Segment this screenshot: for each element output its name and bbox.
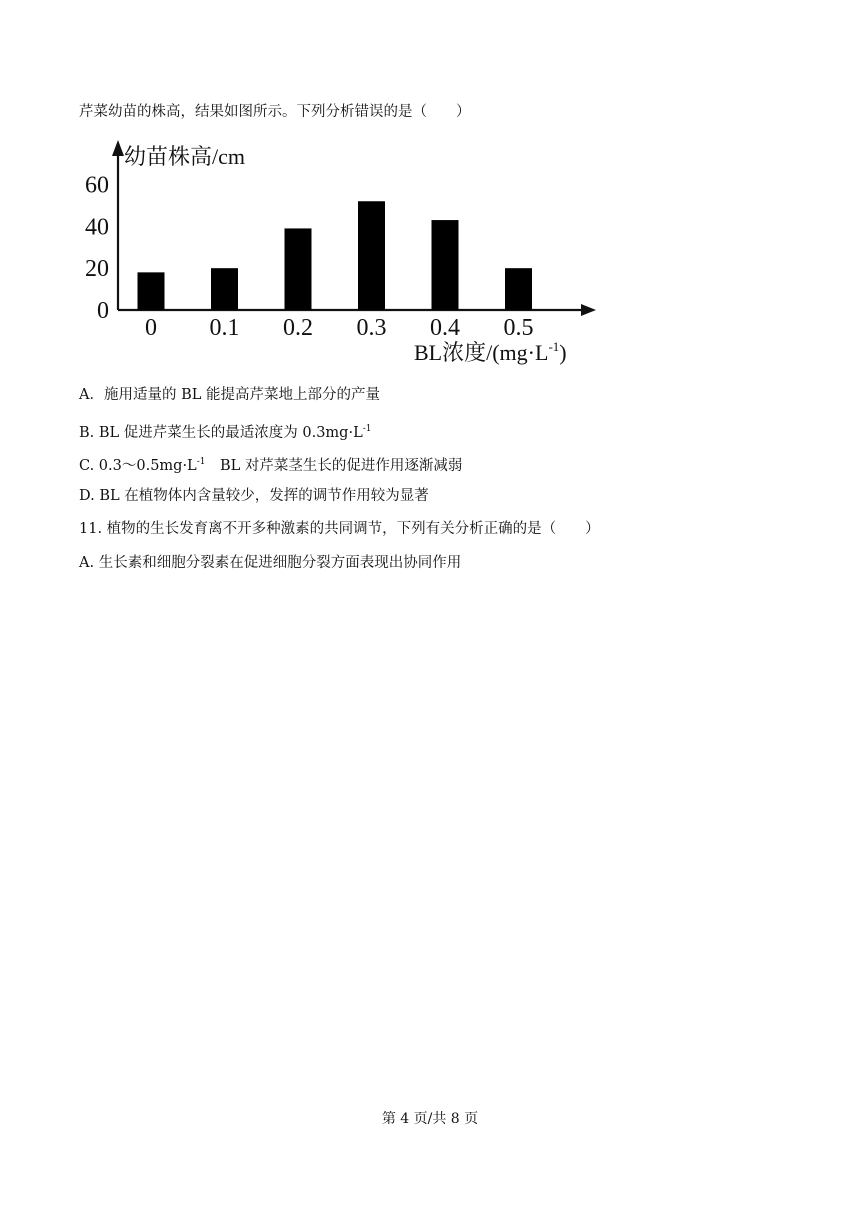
bar-0.5 <box>505 268 532 310</box>
question-intro: 芹菜幼苗的株高，结果如图所示。下列分析错误的是（ ） <box>79 104 471 120</box>
page-footer: 第 4 页/共 8 页 <box>381 1111 479 1127</box>
x-tick-label: 0.1 <box>209 315 240 341</box>
y-tick-label: 20 <box>85 256 109 283</box>
option-a: A．施用适量的 BL 能提高芹菜地上部分的产量 <box>79 387 380 403</box>
option-d: D. BL 在植物体内含量较少，发挥的调节作用较为显著 <box>79 488 429 504</box>
y-tick-label: 40 <box>85 214 109 241</box>
bar-chart <box>78 136 608 368</box>
bar-0.1 <box>211 268 238 310</box>
x-tick-label: 0.3 <box>356 315 387 341</box>
bar-0 <box>138 272 165 310</box>
x-tick-label: 0 <box>145 315 157 341</box>
bar-0.4 <box>432 220 459 310</box>
y-tick-label: 0 <box>97 298 109 324</box>
question-11-stem: 11. 植物的生长发育离不开多种激素的共同调节，下列有关分析正确的是（ ） <box>79 521 600 537</box>
option-c: C. $0.3\sim 0.5mg\cdot L^{-1}$ BL 对芹菜茎生长的促进作用逐渐减弱 <box>79 457 463 474</box>
x-tick-label: 0.5 <box>503 315 534 341</box>
x-tick-label: 0.2 <box>283 315 313 341</box>
x-axis-label: BL浓度$/(mg\cdot L^{-1})$ <box>414 339 567 365</box>
bar-0.3 <box>358 201 385 310</box>
option-b: B. BL 促进芹菜生长的最适浓度为 $0.3mg\cdot L^{-1}$ <box>79 424 372 441</box>
y-axis-label: 幼苗株高/cm <box>124 144 245 169</box>
y-tick-label: 60 <box>85 172 109 199</box>
x-tick-label: 0.4 <box>430 315 460 341</box>
bar-0.2 <box>285 228 312 310</box>
question-11-option-a: A. 生长素和细胞分裂素在促进细胞分裂方面表现出协同作用 <box>79 555 462 571</box>
